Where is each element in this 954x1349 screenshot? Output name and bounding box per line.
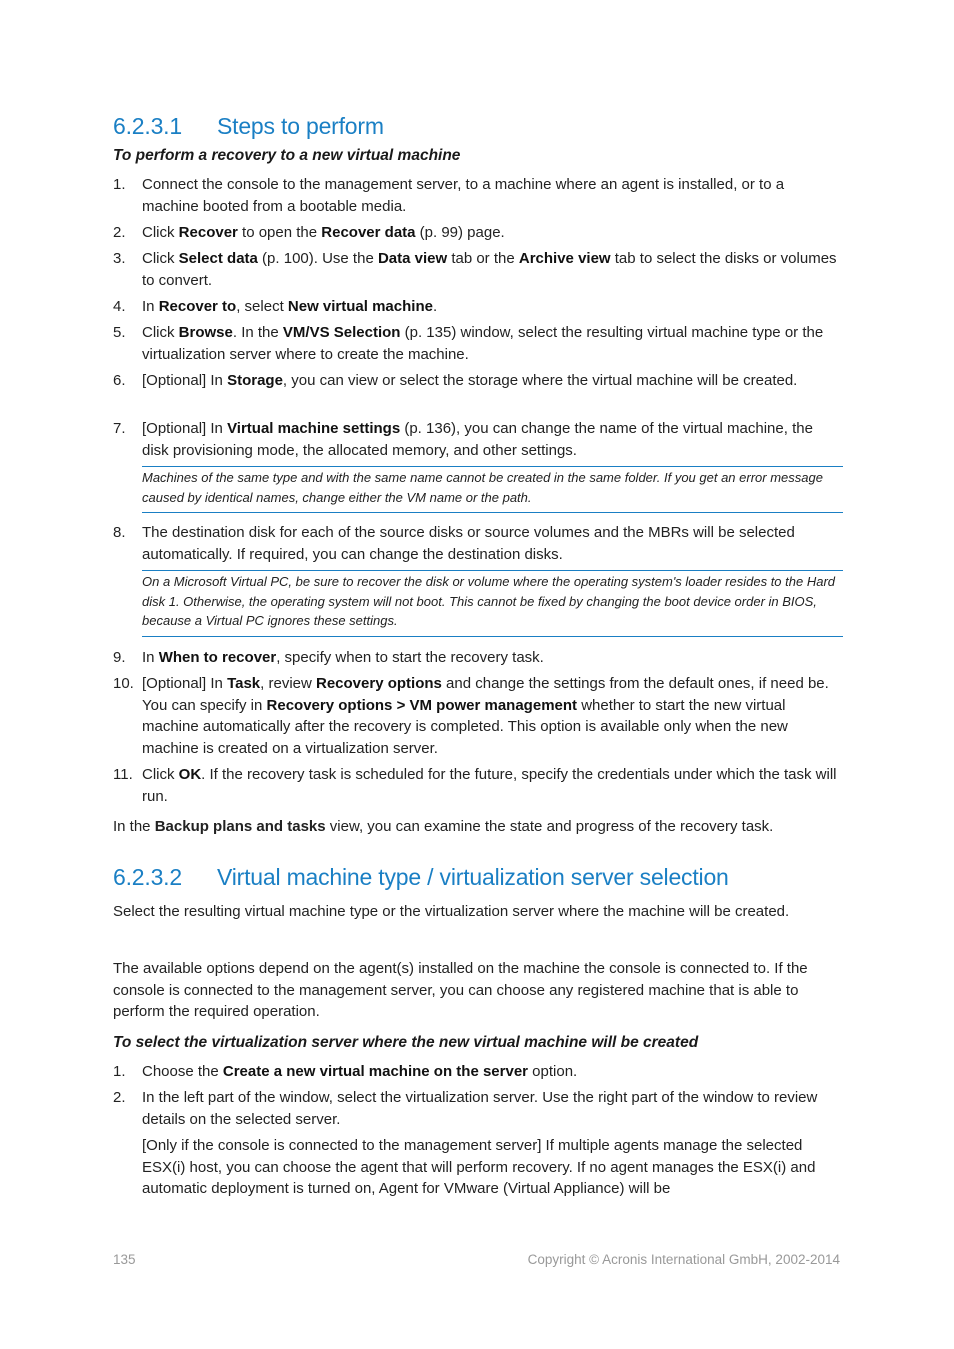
list-number: 3. xyxy=(113,250,126,267)
list-item xyxy=(113,296,843,318)
bold-term: Recover xyxy=(178,224,238,241)
section-number: 6.2.3.1 xyxy=(113,113,182,139)
bold-term: Recovery options xyxy=(316,675,442,692)
bold-term: Archive view xyxy=(518,250,611,267)
list-number: 1. xyxy=(113,1063,126,1080)
list-number: 11. xyxy=(113,766,133,783)
list-text: In the left part of the window, select the virtualization server. Use the right part of the window to review details on the selected server. xyxy=(142,1089,818,1128)
list-text: Click Recover to open the Recover data (p. 99) page. xyxy=(142,224,505,241)
list-number: 4. xyxy=(113,298,126,315)
procedure-title: To select the virtualization server where the new virtual machine will be created xyxy=(113,1034,699,1051)
list-text: Connect the console to the management server, to a machine where an agent is installed, or to a machine booted from a bootable media. xyxy=(142,176,785,215)
list-text: Choose the Create a new virtual machine on the server option. xyxy=(142,1063,578,1080)
step-continuation: [Only if the console is connected to the management server] If multiple agents manage the selected ESX(i) host, you can choose the agent that will perform recovery. If no agent manages the ESX(i) and automatic deployment is turned on, Agent for VMware (Virtual Appliance) will be xyxy=(142,1137,816,1197)
note-box: Machines of the same type and with the same name cannot be created in the same folder. If you get an error message caused by identical names, change either the VM name or the path. xyxy=(142,466,843,513)
bold-term: OK xyxy=(178,766,202,783)
list-number: 2. xyxy=(113,224,126,241)
bold-term: Recover data xyxy=(321,224,416,241)
list-text: Click OK. If the recovery task is scheduled for the future, specify the credentials under which the task will run. xyxy=(142,766,837,805)
list-item xyxy=(113,222,843,244)
bold-term: VM/VS Selection xyxy=(282,324,401,341)
list-text: Click Select data (p. 100). Use the Data view tab or the Archive view tab to select the disks or volumes to convert. xyxy=(142,250,837,289)
list-text: The destination disk for each of the source disks or source volumes and the MBRs will be selected automatically. If required, you can change the destination disks. xyxy=(142,524,795,563)
page-number: 135 xyxy=(113,1252,136,1267)
bold-term: Storage xyxy=(227,372,283,389)
section-title: Virtual machine type / virtualization server selection xyxy=(217,864,729,890)
note-box: On a Microsoft Virtual PC, be sure to recover the disk or volume where the operating system's loader resides to the Hard disk 1. Otherwise, the operating system will not boot. This cannot be fixed by changing the boot device order in BIOS, because a Virtual PC ignores these settings. xyxy=(142,570,843,637)
paragraph: The available options depend on the agent(s) installed on the machine the console is connected to. If the console is connected to the management server, you can choose any registered machine that is able to perform the required operation. xyxy=(113,960,808,1020)
bold-term: Recovery options > VM power management xyxy=(266,696,578,714)
list-text: [Optional] In Task, review Recovery options and change the settings from the default ones, if need be. You can specify in Recovery options > VM power management whether to start the new virtual machine automatically after the recovery is completed. This option is available only when the new machine is created on a virtualization server. xyxy=(142,675,829,757)
list-item xyxy=(113,418,843,461)
section-number: 6.2.3.2 xyxy=(113,864,182,890)
copyright-notice: Copyright © Acronis International GmbH, 2002-2014 xyxy=(527,1252,840,1267)
closing-paragraph: In the Backup plans and tasks view, you can examine the state and progress of the recovery task. xyxy=(113,818,774,835)
list-number: 2. xyxy=(113,1089,126,1106)
list-item xyxy=(113,673,843,759)
bold-term: Data view xyxy=(377,250,448,267)
list-item xyxy=(113,522,843,565)
list-item xyxy=(113,1087,843,1130)
section-heading-steps xyxy=(113,113,384,140)
bold-term: Create a new virtual machine on the server xyxy=(222,1063,529,1080)
bold-term: Task xyxy=(227,675,261,692)
list-item xyxy=(113,248,843,291)
bold-term: Browse xyxy=(178,324,233,341)
bold-term: Virtual machine settings xyxy=(227,420,401,437)
bold-term: Select data xyxy=(178,250,258,267)
list-text: In Recover to, select New virtual machine. xyxy=(142,298,438,315)
bold-term: When to recover xyxy=(158,649,277,666)
list-text: [Optional] In Storage, you can view or select the storage where the virtual machine will be created. xyxy=(142,372,798,389)
list-number: 6. xyxy=(113,372,126,389)
list-item xyxy=(113,370,843,392)
list-text: [Optional] In Virtual machine settings (p. 136), you can change the name of the virtual machine, the disk provisioning mode, the allocated memory, and other settings. xyxy=(142,420,813,459)
list-item xyxy=(113,764,843,807)
bold-term: New virtual machine xyxy=(287,298,433,315)
list-item xyxy=(113,1061,843,1083)
section-title: Steps to perform xyxy=(217,113,384,139)
bold-term: Backup plans and tasks xyxy=(154,818,326,835)
procedure-title: To perform a recovery to a new virtual machine xyxy=(113,147,461,164)
bold-term: Recover to xyxy=(158,298,237,315)
list-item xyxy=(113,322,843,365)
paragraph: Select the resulting virtual machine type or the virtualization server where the machine will be created. xyxy=(113,903,790,920)
list-number: 1. xyxy=(113,176,126,193)
list-number: 5. xyxy=(113,324,126,341)
list-item xyxy=(113,174,843,217)
list-number: 10. xyxy=(113,675,134,692)
list-text: In When to recover, specify when to start the recovery task. xyxy=(142,649,544,666)
list-number: 9. xyxy=(113,649,126,666)
section-heading-vm-selection xyxy=(113,864,729,891)
list-number: 8. xyxy=(113,524,126,541)
list-number: 7. xyxy=(113,420,126,437)
list-item xyxy=(113,647,843,669)
list-text: Click Browse. In the VM/VS Selection (p. 135) window, select the resulting virtual machine type or the virtualization server where to create the machine. xyxy=(142,324,824,363)
